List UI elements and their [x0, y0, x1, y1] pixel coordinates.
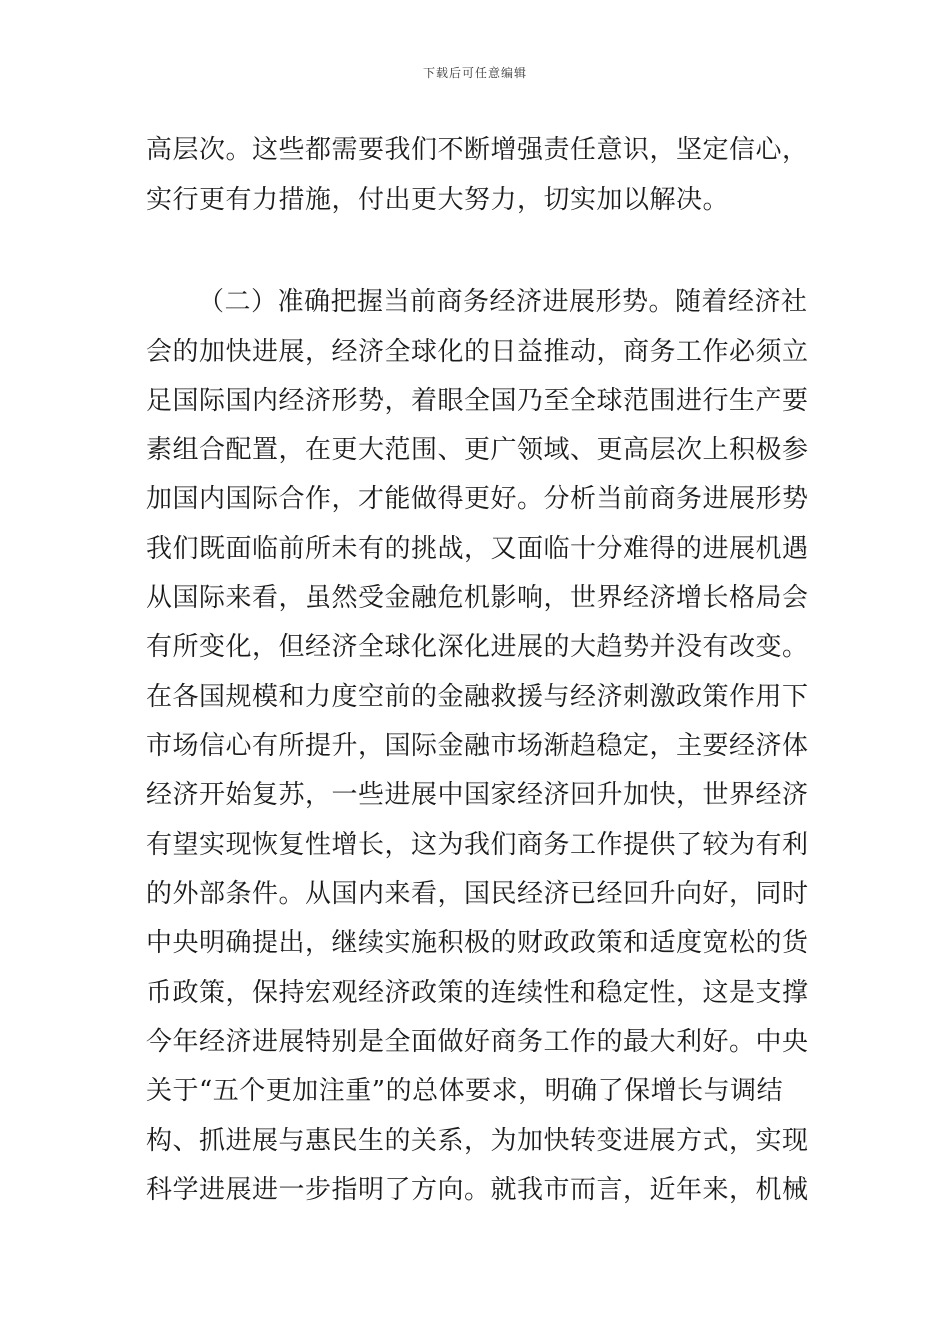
- text-line: 高层次。这些都需要我们不断增强责任意识，坚定信心，: [146, 135, 809, 165]
- text-line: 今年经济进展特别是全面做好商务工作的最大利好。中央: [146, 1027, 809, 1057]
- text-line: 的外部条件。从国内来看，国民经济已经回升向好，同时: [146, 879, 809, 909]
- text-line: 从国际来看，虽然受金融危机影响，世界经济增长格局会: [146, 583, 809, 613]
- text-line: 有所变化，但经济全球化深化进展的大趋势并没有改变。: [146, 632, 809, 662]
- page-header: 下载后可任意编辑: [422, 66, 527, 80]
- text-line: 科学进展进一步指明了方向。就我市而言，近年来，机械: [146, 1175, 809, 1205]
- text-line: 构、抓进展与惠民生的关系，为加快转变进展方式，实现: [146, 1126, 809, 1156]
- text-line: 在各国规模和力度空前的金融救援与经济刺激政策作用下: [146, 682, 809, 712]
- text-line: 会的加快进展，经济全球化的日益推动，商务工作必须立: [146, 337, 809, 367]
- text-line: 关于“五个更加注重”的总体要求，明确了保增长与调结: [146, 1076, 784, 1106]
- text-line: 实行更有力措施，付出更大努力，切实加以解决。: [146, 185, 730, 215]
- text-line: 币政策，保持宏观经济政策的连续性和稳定性，这是支撑: [146, 978, 809, 1008]
- text-line: （二）准确把握当前商务经济进展形势。随着经济社: [198, 287, 808, 317]
- text-line: 素组合配置，在更大范围、更广领域、更高层次上积极参: [146, 435, 809, 465]
- text-line: 足国际国内经济形势，着眼全国乃至全球范围进行生产要: [146, 386, 809, 416]
- text-line: 有望实现恢复性增长，这为我们商务工作提供了较为有利: [146, 830, 809, 860]
- text-line: 中央明确提出，继续实施积极的财政政策和适度宽松的货: [146, 928, 809, 958]
- text-line: 加国内国际合作，才能做得更好。分析当前商务进展形势: [146, 484, 809, 514]
- text-line: 市场信心有所提升，国际金融市场渐趋稳定，主要经济体: [146, 731, 809, 761]
- text-line: 经济开始复苏，一些进展中国家经济回升加快，世界经济: [146, 780, 809, 810]
- text-line: 我们既面临前所未有的挑战，又面临十分难得的进展机遇: [146, 534, 809, 564]
